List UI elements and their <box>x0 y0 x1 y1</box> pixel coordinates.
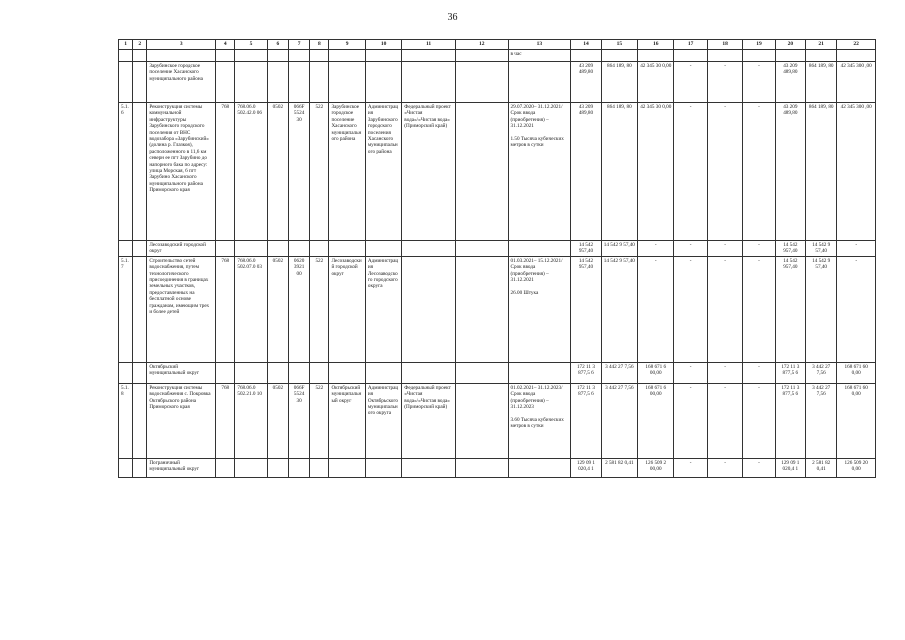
note-cell <box>455 256 508 362</box>
item-number-cell <box>119 458 133 477</box>
municipality-cell: Зарубинское городское поселение Хасанского муниципального района <box>329 103 365 241</box>
year-2023-cell: - <box>707 362 742 383</box>
regional-budget-cell: 42 345 30 0,00 <box>638 103 674 241</box>
customer-cell <box>365 241 401 257</box>
budget-class-code-cell: 768.06.0 502.42.0 06 <box>235 103 267 241</box>
expense-type-cell <box>310 62 329 103</box>
sum-2021-cell: 43 209 489,80 <box>775 103 805 241</box>
deadline-capacity-cell: 01.02.2021– 31.12.2023/ Срок ввода (приобретения) – 31.12.2023 3.60 Тысяча кубических метров в сутки <box>508 383 571 458</box>
customer-cell: Администрация Лесозаводского городского округа <box>365 256 401 362</box>
total-sum-cell: 43 209 489,80 <box>571 62 601 103</box>
column-number-22: 22 <box>837 40 876 50</box>
year-2023-cell: - <box>707 241 742 257</box>
federal-budget-cell: 14 542 9 57,40 <box>601 256 637 362</box>
year-2023-cell: - <box>707 62 742 103</box>
code-cell <box>216 241 235 257</box>
expense-type-cell <box>310 458 329 477</box>
customer-cell <box>365 458 401 477</box>
object-name-cell: Строительство сетей водоснабжения, путем технологического присоединения в границах земельных участков, предоставленных на бесплатной основе гражданам, имеющим трех и более детей <box>147 256 216 362</box>
budget-class-code-cell: 768.06.0 502.07.0 03 <box>235 256 267 362</box>
regional-budget-cell: 168 671 6 00,00 <box>638 362 674 383</box>
regional-budget-cell: - <box>638 241 674 257</box>
federal-budget-cell: 864 189, 80 <box>601 103 637 241</box>
section-code-cell <box>267 362 288 383</box>
column-number-16: 16 <box>638 40 674 50</box>
note-cell <box>455 362 508 383</box>
column-number-9: 9 <box>329 40 365 50</box>
note-cell <box>455 383 508 458</box>
column-number-5: 5 <box>235 40 267 50</box>
expense-type-cell <box>310 362 329 383</box>
expense-type-cell <box>310 50 329 62</box>
sum-fed-2021-cell: 14 542 9 57,40 <box>806 256 837 362</box>
municipality-cell <box>329 458 365 477</box>
municipality-cell: Лесозаводский городской округ <box>329 256 365 362</box>
budget-class-code-cell: 768.06.0 502.21.0 10 <box>235 383 267 458</box>
year-2022-cell: - <box>674 241 707 257</box>
federal-project-cell: Федеральный проект «Чистая вода»/«Чистая вода» (Приморский край) <box>402 103 456 241</box>
sub-number-cell <box>133 50 147 62</box>
object-name-cell: Реконструкция системы коммунальной инфраструктуры Зарубинского городского поселения от ВНС водозабора «Зарубинский» (долина р. Глазкоя), расположенного в 11,6 км северн ее пгт Зарубино до напорного бака по адресу: улица Морская, 6 пгт Зарубино Хасанского муниципального района Приморского края <box>147 103 216 241</box>
code-cell <box>216 62 235 103</box>
total-sum-cell: 43 209 489,80 <box>571 103 601 241</box>
item-number-cell: 5.1. 7 <box>119 256 133 362</box>
federal-project-cell <box>402 256 456 362</box>
customer-cell: Администрация Октябрьского муниципального округа <box>365 383 401 458</box>
year-2023-cell: - <box>707 458 742 477</box>
sum-reg-2021-cell: 168 671 60 0,00 <box>837 383 876 458</box>
sum-2021-cell: 172 11 3 877,5 6 <box>775 362 805 383</box>
sum-fed-2021-cell: 14 542 9 57,40 <box>806 241 837 257</box>
municipality-cell <box>329 362 365 383</box>
year-2024-cell: - <box>743 383 775 458</box>
object-name-cell: Зарубинское городское поселение Хасанского муниципального района <box>147 62 216 103</box>
federal-project-cell <box>402 241 456 257</box>
object-name-cell <box>147 50 216 62</box>
federal-budget-cell: 14 542 9 57,40 <box>601 241 637 257</box>
year-2023-cell: - <box>707 383 742 458</box>
column-number-19: 19 <box>743 40 775 50</box>
target-code-cell <box>288 62 309 103</box>
section-code-cell: 0502 <box>267 256 288 362</box>
total-sum-cell: 14 542 957,40 <box>571 256 601 362</box>
target-code-cell: 0620 3921 00 <box>288 256 309 362</box>
subtotal-row-zarubino <box>119 62 876 103</box>
subtotal-row-lesozavodsk <box>119 241 876 257</box>
subtotal-row-pogranichny <box>119 458 876 477</box>
section-code-cell: 0502 <box>267 103 288 241</box>
code-cell: 768 <box>216 383 235 458</box>
sum-2021-cell: 43 209 489,80 <box>775 62 805 103</box>
regional-budget-cell: 168 671 6 00,00 <box>638 383 674 458</box>
year-2024-cell: - <box>743 256 775 362</box>
sub-number-cell <box>133 383 147 458</box>
deadline-capacity-cell <box>508 241 571 257</box>
sub-number-cell <box>133 62 147 103</box>
year-2024-cell: - <box>743 458 775 477</box>
section-code-cell: 0502 <box>267 383 288 458</box>
year-2023-cell: - <box>707 103 742 241</box>
year-2022-cell: - <box>674 458 707 477</box>
federal-project-cell <box>402 62 456 103</box>
year-2022-cell: - <box>674 256 707 362</box>
year-2023-cell <box>707 50 742 62</box>
column-number-7: 7 <box>288 40 309 50</box>
page-number: 36 <box>447 12 458 23</box>
item-number-cell: 5.1. 8 <box>119 383 133 458</box>
federal-budget-cell: 864 189, 80 <box>601 62 637 103</box>
budget-class-code-cell <box>235 241 267 257</box>
total-sum-cell: 14 542 957,40 <box>571 241 601 257</box>
year-2022-cell: - <box>674 62 707 103</box>
year-2024-cell: - <box>743 62 775 103</box>
target-code-cell: 066F 5524 30 <box>288 383 309 458</box>
budget-class-code-cell <box>235 362 267 383</box>
sub-number-cell <box>133 241 147 257</box>
object-name-cell: Реконструкция системы водоснабжения с. Покровка Октябрьского района Приморского края <box>147 383 216 458</box>
section-code-cell <box>267 241 288 257</box>
municipality-cell <box>329 241 365 257</box>
target-code-cell: 066F 5524 30 <box>288 103 309 241</box>
target-code-cell <box>288 458 309 477</box>
column-number-12: 12 <box>455 40 508 50</box>
regional-budget-cell <box>638 50 674 62</box>
column-number-15: 15 <box>601 40 637 50</box>
sum-reg-2021-cell: 42 345 300 ,00 <box>837 62 876 103</box>
item-number-cell <box>119 241 133 257</box>
federal-project-cell: Федеральный проект «Чистая вода»/«Чистая вода» (Приморский край) <box>402 383 456 458</box>
target-code-cell <box>288 362 309 383</box>
item-number-cell <box>119 50 133 62</box>
year-2022-cell: - <box>674 362 707 383</box>
total-sum-cell: 129 09 1 020,4 1 <box>571 458 601 477</box>
federal-budget-cell: 3 442 27 7,56 <box>601 362 637 383</box>
sum-reg-2021-cell: 126 509 20 0,00 <box>837 458 876 477</box>
object-name-cell: Пограничный муниципальный округ <box>147 458 216 477</box>
target-code-cell <box>288 50 309 62</box>
section-code-cell <box>267 458 288 477</box>
subtotal-row-oktyabrsky <box>119 362 876 383</box>
code-cell: 768 <box>216 103 235 241</box>
year-2024-cell <box>743 50 775 62</box>
sum-2021-cell: 129 09 1 020,4 1 <box>775 458 805 477</box>
item-number-cell <box>119 362 133 383</box>
deadline-capacity-cell <box>508 362 571 383</box>
item-number-cell <box>119 62 133 103</box>
column-number-4: 4 <box>216 40 235 50</box>
customer-cell: Администрация Зарубинского городского поселения Хасанского муниципального района <box>365 103 401 241</box>
municipality-cell <box>329 62 365 103</box>
sum-fed-2021-cell <box>806 50 837 62</box>
sub-number-cell <box>133 362 147 383</box>
project-row-5-1-7 <box>119 256 876 362</box>
federal-project-cell <box>402 458 456 477</box>
regional-budget-cell: 126 509 2 00,00 <box>638 458 674 477</box>
sum-reg-2021-cell <box>837 50 876 62</box>
note-cell <box>455 50 508 62</box>
column-number-1: 1 <box>119 40 133 50</box>
column-number-14: 14 <box>571 40 601 50</box>
header-row <box>119 40 876 50</box>
total-sum-cell: 172 11 3 877,5 6 <box>571 362 601 383</box>
budget-class-code-cell <box>235 62 267 103</box>
year-2024-cell: - <box>743 241 775 257</box>
year-2023-cell: - <box>707 256 742 362</box>
target-code-cell <box>288 241 309 257</box>
sub-number-cell <box>133 458 147 477</box>
program-table <box>118 39 876 478</box>
sum-2021-cell: 172 11 3 877,5 6 <box>775 383 805 458</box>
column-number-20: 20 <box>775 40 805 50</box>
object-name-cell: Лесозаводский городской округ <box>147 241 216 257</box>
federal-project-cell <box>402 50 456 62</box>
sub-number-cell <box>133 103 147 241</box>
expense-type-cell: 522 <box>310 103 329 241</box>
federal-budget-cell: 2 581 82 0,41 <box>601 458 637 477</box>
sum-reg-2021-cell: 42 345 300 ,00 <box>837 103 876 241</box>
municipality-cell: Октябрьский муниципальный округ <box>329 383 365 458</box>
object-name-cell: Октябрьский муниципальный округ <box>147 362 216 383</box>
note-cell <box>455 103 508 241</box>
column-number-10: 10 <box>365 40 401 50</box>
sum-2021-cell <box>775 50 805 62</box>
year-2022-cell: - <box>674 103 707 241</box>
code-cell <box>216 50 235 62</box>
note-cell <box>455 241 508 257</box>
sub-number-cell <box>133 256 147 362</box>
municipality-cell <box>329 50 365 62</box>
sum-fed-2021-cell: 864 189, 80 <box>806 103 837 241</box>
year-2024-cell: - <box>743 103 775 241</box>
sum-reg-2021-cell: - <box>837 256 876 362</box>
code-cell <box>216 362 235 383</box>
customer-cell <box>365 62 401 103</box>
deadline-capacity-cell: в час <box>508 50 571 62</box>
column-number-17: 17 <box>674 40 707 50</box>
year-2022-cell: - <box>674 383 707 458</box>
sum-fed-2021-cell: 864 189, 80 <box>806 62 837 103</box>
sum-fed-2021-cell: 3 442 27 7,56 <box>806 383 837 458</box>
column-number-8: 8 <box>310 40 329 50</box>
column-number-2: 2 <box>133 40 147 50</box>
deadline-capacity-cell: 01.03.2021– 15.12.2021/ Срок ввода (приобретения) – 31.12.2021 26.00 Штука <box>508 256 571 362</box>
section-code-cell <box>267 62 288 103</box>
deadline-capacity-cell <box>508 62 571 103</box>
continuation-row <box>119 50 876 62</box>
year-2022-cell <box>674 50 707 62</box>
federal-budget-cell <box>601 50 637 62</box>
sum-reg-2021-cell: - <box>837 241 876 257</box>
project-row-5-1-8 <box>119 383 876 458</box>
budget-class-code-cell <box>235 50 267 62</box>
federal-project-cell <box>402 362 456 383</box>
project-row-5-1-6 <box>119 103 876 241</box>
code-cell <box>216 458 235 477</box>
sum-reg-2021-cell: 168 671 60 0,00 <box>837 362 876 383</box>
sum-fed-2021-cell: 2 581 82 0,41 <box>806 458 837 477</box>
column-number-6: 6 <box>267 40 288 50</box>
regional-budget-cell: - <box>638 256 674 362</box>
federal-budget-cell: 3 442 27 7,56 <box>601 383 637 458</box>
expense-type-cell: 522 <box>310 383 329 458</box>
sum-fed-2021-cell: 3 442 27 7,56 <box>806 362 837 383</box>
code-cell: 768 <box>216 256 235 362</box>
note-cell <box>455 458 508 477</box>
customer-cell <box>365 362 401 383</box>
section-code-cell <box>267 50 288 62</box>
deadline-capacity-cell: 29.07.2020– 31.12.2021/ Срок ввода (приобретения) – 31.12.2021 1.50 Тысяча кубических метров в сутки <box>508 103 571 241</box>
total-sum-cell <box>571 50 601 62</box>
expense-type-cell: 522 <box>310 256 329 362</box>
column-number-11: 11 <box>402 40 456 50</box>
expense-type-cell <box>310 241 329 257</box>
column-number-3: 3 <box>147 40 216 50</box>
sum-2021-cell: 14 542 957,40 <box>775 241 805 257</box>
column-number-21: 21 <box>806 40 837 50</box>
note-cell <box>455 62 508 103</box>
column-number-18: 18 <box>707 40 742 50</box>
deadline-capacity-cell <box>508 458 571 477</box>
budget-class-code-cell <box>235 458 267 477</box>
year-2024-cell: - <box>743 362 775 383</box>
sum-2021-cell: 14 542 957,40 <box>775 256 805 362</box>
total-sum-cell: 172 11 3 877,5 6 <box>571 383 601 458</box>
item-number-cell: 5.1. 6 <box>119 103 133 241</box>
customer-cell <box>365 50 401 62</box>
column-number-13: 13 <box>508 40 571 50</box>
regional-budget-cell: 42 345 30 0,00 <box>638 62 674 103</box>
